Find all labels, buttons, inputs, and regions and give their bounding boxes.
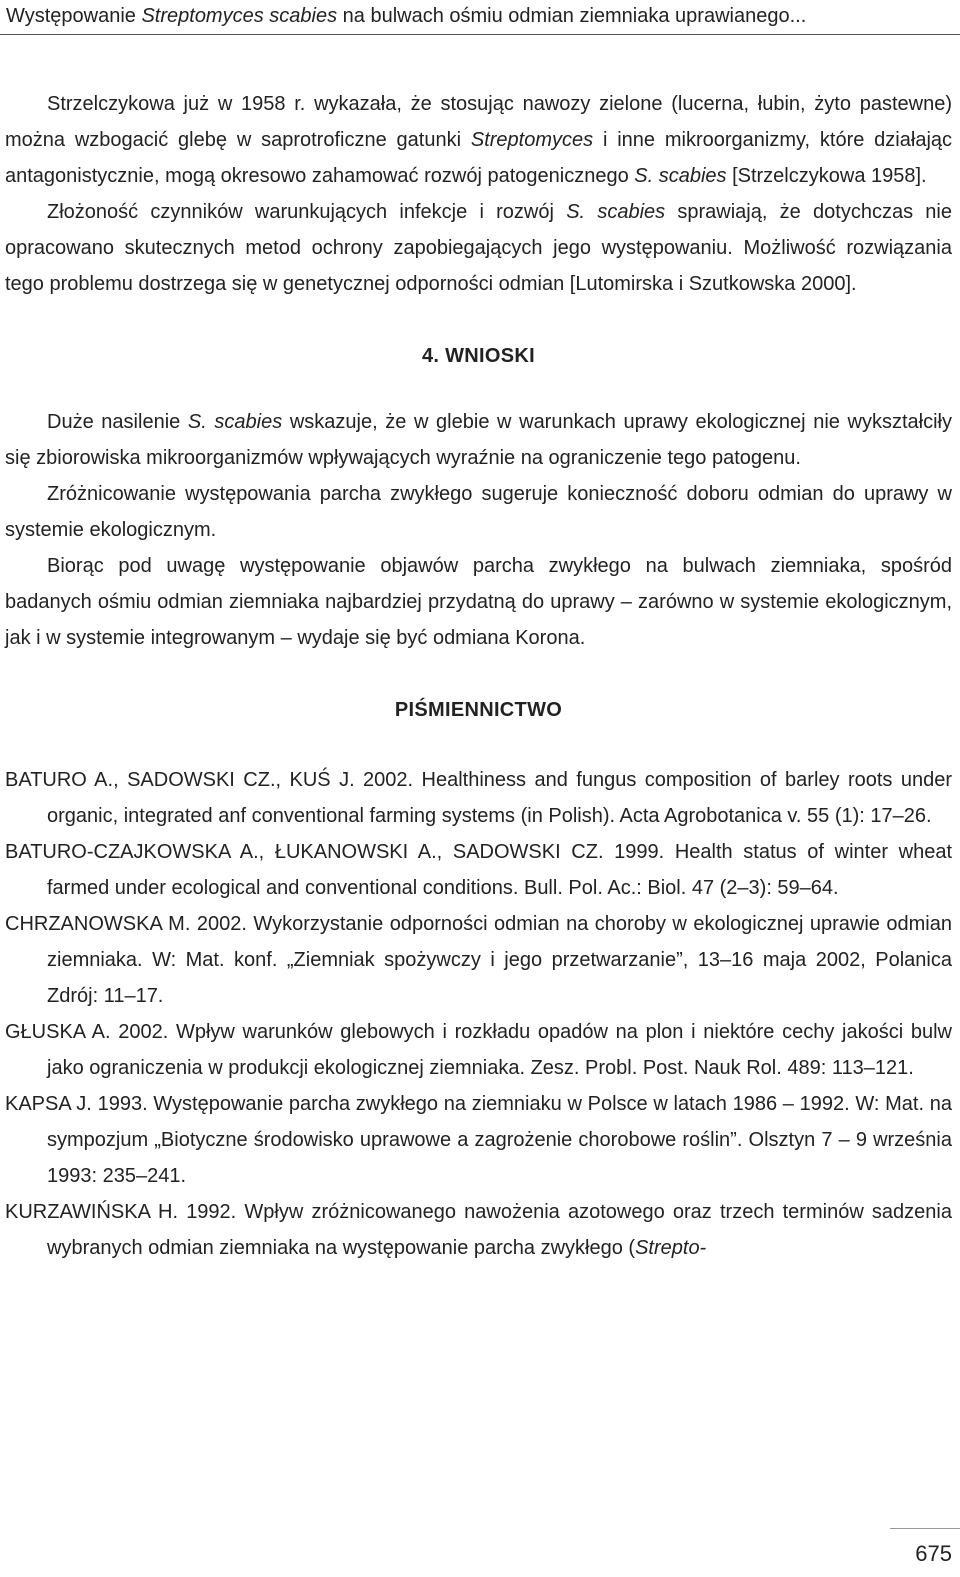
running-head-text-end: na bulwach ośmiu odmian ziemniaka uprawianego... <box>337 5 807 27</box>
text-run: KURZAWIŃSKA H. 1992. Wpływ zróżnicowanego nawożenia azotowego oraz trzech terminów sadzenia wybranych odmian ziemniaka na występowanie parcha zwykłego ( <box>5 1201 952 1259</box>
reference-item: CHRZANOWSKA M. 2002. Wykorzystanie odporności odmian na choroby w ekologicznej uprawie odmian ziemniaka. W: Mat. konf. „Ziemniak spożywczy i jego przetwarzanie”, 13–16 maja 2002, Polanica Zdrój: 11–17. <box>5 913 952 1007</box>
text-run: Złożoność czynników warunkujących infekcje i rozwój <box>47 201 567 223</box>
species-name: Streptomyces <box>470 129 594 151</box>
reference-item: GŁUSKA A. 2002. Wpływ warunków glebowych i rozkładu opadów na plon i niektóre cechy jakości bulw jako ograniczenia w produkcji ekologicznej ziemniaka. Zesz. Probl. Post. Nauk Rol. 489: 113–121. <box>5 1021 952 1079</box>
page-number: 675 <box>915 1541 952 1566</box>
reference-item: BATURO A., SADOWSKI CZ., KUŚ J. 2002. Healthiness and fungus composition of barley roots under organic, integrated anf conventional farming systems (in Polish). Acta Agrobotanica v. 55 (1): 17–26. <box>5 769 952 827</box>
reference-item: KAPSA J. 1993. Występowanie parcha zwykłego na ziemniaku w Polsce w latach 1986 – 1992. W: Mat. na sympozjum „Biotyczne środowisko uprawowe a zagrożenie chorobowe roślin”. Olsztyn 7 – 9 września 1993: 235–241. <box>5 1093 952 1187</box>
text-run: Duże nasilenie <box>47 411 188 433</box>
text-run: i inne mikroorganizmy, które działając antagonistycznie, mogą okresowo zahamować rozwój patogenicznego <box>5 129 953 187</box>
species-name: S. scabies <box>566 201 666 223</box>
conclusion-paragraph: Zróżnicowanie występowania parcha zwykłego sugeruje konieczność doboru odmian do uprawy w systemie ekologicznym. <box>5 483 952 541</box>
running-head-text: Występowanie <box>6 5 142 27</box>
running-head-species: Streptomyces scabies <box>141 5 338 27</box>
body-paragraph <box>5 86 952 194</box>
page-content <box>5 86 952 1266</box>
reference-item <box>5 1194 952 1266</box>
reference-item: BATURO-CZAJKOWSKA A., ŁUKANOWSKI A., SADOWSKI CZ. 1999. Health status of winter wheat farmed under ecological and conventional conditions. Bull. Pol. Ac.: Biol. 47 (2–3): 59–64. <box>5 841 952 899</box>
section-heading-references: PIŚMIENNICTWO <box>394 699 563 721</box>
header-divider <box>0 34 960 35</box>
body-paragraph <box>5 194 952 302</box>
species-name: Strepto- <box>635 1237 707 1259</box>
section-heading-conclusions: 4. WNIOSKI <box>421 345 535 367</box>
conclusion-paragraph <box>5 404 952 476</box>
conclusion-paragraph: Biorąc pod uwagę występowanie objawów parcha zwykłego na bulwach ziemniaka, spośród badanych ośmiu odmian ziemniaka najbardziej przydatną do uprawy – zarówno w systemie ekologicznym, jak i w systemie integrowanym – wydaje się być odmiana Korona. <box>5 555 952 649</box>
text-run: Strzelczykowa już w 1958 r. wykazała, że stosując nawozy zielone (lucerna, łubin, żyto pastewne) można wzbogacić glebę w saprotroficzne gatunki <box>5 93 952 151</box>
text-run: sprawiają, że dotychczas nie opracowano skutecznych metod ochrony zapobiegających jego występowaniu. Możliwość rozwiązania tego problemu dostrzega się w genetycznej odporności odmian [Lutomirska i Szutkowska 2000]. <box>5 201 952 295</box>
species-name: S. scabies <box>634 165 727 187</box>
footer-divider <box>890 1528 960 1529</box>
running-head <box>6 2 954 30</box>
species-name: S. scabies <box>187 411 283 433</box>
text-run: wskazuje, że w glebie w warunkach uprawy ekologicznej nie wykształciły się zbiorowiska mikroorganizmów wpływających wyraźnie na ograniczenie tego patogenu. <box>5 411 952 469</box>
text-run: [Strzelczykowa 1958]. <box>726 165 927 187</box>
